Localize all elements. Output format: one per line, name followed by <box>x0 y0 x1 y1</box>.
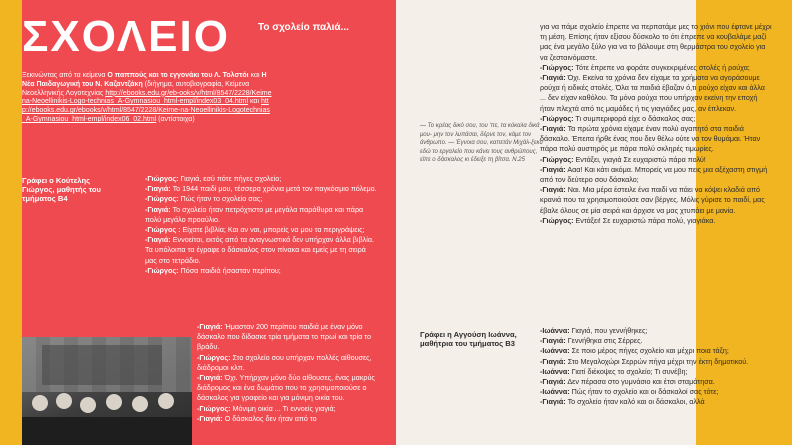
dialog-text: Πόσα παιδιά ήσασταν περίπου; <box>178 265 281 275</box>
intro-and: και <box>248 72 262 79</box>
left-byline <box>22 176 132 203</box>
dialog-text: Τα πρώτα χρόνια είχαμε έναν πολύ αγαπητό στα παιδιά δάσκαλο. Έπειτα ήρθε ένας που δεν θέλω ούτε να τον θυμάμαι. Ήταν πάρα πολύ αυστηρός με πάρα πολύ σκληρές τιμωρίες. <box>540 124 761 154</box>
dialog-text: Μόνιμη οικία ... Τι εννοείς γιαγιά; <box>230 403 336 413</box>
speaker-label: -Ιωάννα: <box>540 366 570 376</box>
dialog-text: Σε ποιο μέρος πήγες σχολείο και μέχρι ποια τάξη; <box>569 346 729 356</box>
right-dialog-top <box>540 22 772 226</box>
dialog-text: Δεν πέρασα στο γυμνάσιο και έτσι σταμάτησα. <box>565 377 715 387</box>
dialog-text: Το σχολείο ήταν πετρόχτιστο με μεγάλα παράθυρα και πάρα πολύ μεγάλο προαύλιο. <box>145 204 364 224</box>
dialog-line <box>540 326 772 336</box>
speaker-label: -Γιαγιά: <box>540 124 566 134</box>
speaker-label: -Γιώργος: <box>540 62 574 72</box>
intro-end: (αντίστοιχα) <box>156 115 195 123</box>
right-byline <box>420 330 540 348</box>
dialog-text: Γεννήθηκα στις Σέρρες. <box>565 336 643 346</box>
dialog-text: Γιαγιά, που γεννήθηκες; <box>569 326 648 335</box>
dialog-text: Εντάξει! Σε ευχαριστώ πάρα πολύ, γιαγιάκα. <box>573 215 716 225</box>
dialog-text: Γιαγιά, εσύ πότε πήγες σχολείο; <box>178 174 282 183</box>
dialog-line <box>540 216 772 226</box>
dialog-line <box>540 22 772 63</box>
dialog-line <box>540 336 772 346</box>
left-byline-line: Γράφει ο Κούτελης <box>22 176 91 185</box>
left-yellow-band <box>0 0 22 445</box>
dialog-text: Στο σχολείο σου υπήρχαν πολλές αίθουσες, διάδρομοι κλπ. <box>197 352 372 372</box>
dialog-text: Ο δάσκαλος δεν ήταν από το <box>222 413 317 423</box>
dialog-line <box>540 114 772 124</box>
speaker-label: -Γιαγιά: <box>145 235 171 245</box>
dialog-line <box>197 414 377 424</box>
speaker-label: -Γιαγιά: <box>197 413 223 423</box>
page-title: ΣΧΟΛΕΙΟ <box>22 12 230 61</box>
dialog-line <box>540 73 772 114</box>
intro-work-1: Ο παππούς και το εγγονάκι του Λ. Τολστόι <box>107 72 249 79</box>
intro-link-2[interactable]: http://ebooks.edu.gr/ebooks/v/html/8547/2228/Keime-na-Neoellinikis-Logotechnias_A-Gymnasiou_html-empl/index06_02.html <box>22 98 270 123</box>
speaker-label: -Ιωάννα: <box>540 326 570 335</box>
intro-work-2: Η Νέα Παιδαγωγική του Ν. Καζαντζάκη <box>22 72 267 88</box>
left-dialog-bottom <box>197 322 377 424</box>
speaker-label: -Γιώργος: <box>540 113 574 123</box>
dialog-text: Όχι. Εκείνα τα χρόνια δεν είχαμε τα χρήματα να αγοράσουμε ρούχα ή ειδικές στολές. Όλα τα παιδιά έβαζαν ό,τι ρούχο είχαν και άλλα ... δεν είχαν καθόλου. Τα μόνα ρούχα που υπήρχαν εκείνη την εποχή ήταν πλεχτά από τις μαμάδες ή τις γιαγιάδες μας, αν έπλεκαν. <box>540 73 765 113</box>
intro-lead: Ξεκινώντας από τα κείμενα <box>22 72 108 79</box>
left-dialog-top <box>145 174 377 276</box>
speaker-label: -Γιώργος: <box>145 174 179 183</box>
intro-link-1[interactable]: http://ebooks.edu.gr/eb-ooks/v/html/8547/2228/Keimena-Neoellinikis-Logo-technias_A-Gymnasiou_html-empl/index03_04.html <box>22 89 272 106</box>
dialog-text: Ναι. Μια μέρα έστειλε ένα παιδί να πάει να κόψει κλαδιά από κρανιά που τα χρησιμοποιούσε σαν βέργες. Μόλις γύρισε το παιδί, μας έβαλε όλους σε μία σειρά και άρχισε να μας χτυπάει με μανία. <box>540 185 765 215</box>
dialog-text: Γιατί διέκοψες το σχολείο; Τι συνέβη; <box>569 366 688 376</box>
dialog-text: Τι συμπεριφορά είχε ο δάσκαλος σας; <box>573 113 696 123</box>
intro-source: (διήγημα, αυτοβιογραφία, Κείμενα Νεοελληνικής Λογοτεχνίας <box>22 80 250 97</box>
speaker-label: -Γιαγιά: <box>145 184 171 194</box>
speaker-label: -Γιώργος : <box>145 225 181 235</box>
dialog-line <box>540 367 772 377</box>
kazantzakis-quote: — Το κρέας δικό σου, του 'πε, τα κόκαλα δικά μου- μην τον λυπάσαι, δέρνε τον, κάμε τον άνθρωπο. — Έγνοια σου, καπετάν Μιχάλ-ξεκυ εδώ το εργαλείο που κάνει τους ανθρώπους, είπε ο δάσκαλος κι έδειξε τη βίτσα. Ν.25 <box>420 123 543 163</box>
dialog-text: Πώς ήταν το σχολείο σας; <box>178 194 263 204</box>
speaker-label: -Γιαγιά: <box>540 185 566 195</box>
dialog-text: Όχι. Υπήρχαν μόνο δύο αίθουσες, ένας μακρύς διάδρομος και ένα δωμάτιο που το χρησιμοποιούσε ο δάσκαλος για γραφείο και για μόνιμη οικία του. <box>197 373 375 403</box>
dialog-line <box>540 124 772 155</box>
dialog-line <box>145 194 377 204</box>
intro-paragraph <box>22 72 272 125</box>
speaker-label: -Γιαγιά: <box>540 397 566 407</box>
speaker-label: -Γιώργος: <box>197 403 231 413</box>
speaker-label: -Γιαγιά: <box>197 373 223 383</box>
dialog-text: Εννοείται, εκτός από τα αναγνωστικά δεν υπήρχαν άλλα βιβλία. Τα υπόλοιπα τα έγραφε ο δάσκαλος στον πίνακα και εμείς με τη σειρά μας στο τετράδιο. <box>145 235 374 265</box>
speaker-label: -Γιαγιά: <box>540 164 566 174</box>
dialog-text: Είχατε βιβλία; Και αν ναι, μπορείς να μου τα περιγράψεις; <box>180 225 365 235</box>
dialog-line <box>540 387 772 397</box>
dialog-line <box>145 225 377 235</box>
page-subtitle: Το σχολείο παλιά... <box>258 22 349 33</box>
speaker-label: -Ιωάννα: <box>540 387 570 397</box>
speaker-label: -Γιαγιά: <box>197 322 223 331</box>
dialog-text: για να πάμε σχολείο έπρεπε να περπατάμε μες το χιόνι που έφτανε μέχρι τη μέση. Επίσης ήταν εξίσου δύσκολο το ότι έπρεπε να κουβαλάμε μαζί μας ένα μεγάλο ξύλο για να το βάλουμε στη θερμάστρα του σχολείο για να ζεσταινόμαστε. <box>540 22 772 62</box>
dialog-line <box>197 322 377 353</box>
intro-and-2: και <box>248 98 261 106</box>
right-dialog-bottom <box>540 326 772 408</box>
dialog-text: Ήμασταν 200 περίπου παιδιά με έναν μόνο δάσκαλο που δίδασκε τρία τμήματα το πρωί και τρία το βράδυ. <box>197 322 371 352</box>
dialog-text: Το σχολείο ήταν καλό και οι δάσκαλοι, αλλά <box>565 397 705 407</box>
right-byline-line: Γράφει η Αγγούση Ιωάννα, <box>420 330 517 339</box>
speaker-label: -Γιαγιά: <box>540 377 566 387</box>
left-byline-line: Γιώργος, μαθητής του <box>22 185 101 194</box>
dialog-line <box>540 165 772 185</box>
dialog-text: Πώς ήταν το σχολείο και οι δάσκαλοί σας τότε; <box>569 387 719 397</box>
dialog-line <box>145 174 377 184</box>
classroom-photo <box>22 337 192 445</box>
right-byline-line: μαθήτρια του τμήματος Β3 <box>420 339 515 348</box>
left-byline-line: τμήματος Β4 <box>22 194 68 203</box>
dialog-text: Στο Μεγαλοχώρι Σερρών πήγα μέχρι την έκτη δημοτικού. <box>565 356 749 366</box>
speaker-label: -Γιαγιά: <box>540 73 566 83</box>
dialog-text: Το 1944 παιδί μου, τέσσερα χρόνια μετά τον παγκόσμιο πόλεμο. <box>170 184 377 194</box>
dialog-line <box>145 184 377 194</box>
speaker-label: -Γιώργος: <box>145 265 179 275</box>
dialog-line <box>540 397 772 407</box>
speaker-label: -Ιωάννα: <box>540 346 570 356</box>
speaker-label: -Γιαγιά: <box>145 204 171 214</box>
dialog-line <box>197 353 377 373</box>
dialog-line <box>145 235 377 266</box>
dialog-line <box>540 346 772 356</box>
dialog-line <box>540 357 772 367</box>
dialog-text: Τότε έπρεπε να φοράτε συγκεκριμένες στολές ή ρούχα; <box>573 62 750 72</box>
speaker-label: -Γιαγιά: <box>540 356 566 366</box>
dialog-line <box>145 205 377 225</box>
speaker-label: -Γιώργος: <box>145 194 179 204</box>
speaker-label: -Γιαγιά: <box>540 336 566 346</box>
dialog-line <box>197 373 377 404</box>
dialog-line <box>540 377 772 387</box>
dialog-line <box>540 155 772 165</box>
dialog-line <box>197 404 377 414</box>
speaker-label: -Γιώργος: <box>540 215 574 225</box>
dialog-text: Ααα! Και κάτι ακόμα. Μπορείς να μου πεις μια αξέχαστη στιγμή από τον δεύτερο σου δάσκαλο; <box>540 164 768 185</box>
dialog-line <box>145 266 377 276</box>
dialog-text: Εντάξει, γιαγιά Σε ευχαριστώ πάρα πολύ! <box>573 154 706 164</box>
speaker-label: -Γιώργος: <box>540 154 574 164</box>
speaker-label: -Γιώργος: <box>197 352 231 362</box>
dialog-line <box>540 185 772 216</box>
dialog-line <box>540 63 772 73</box>
